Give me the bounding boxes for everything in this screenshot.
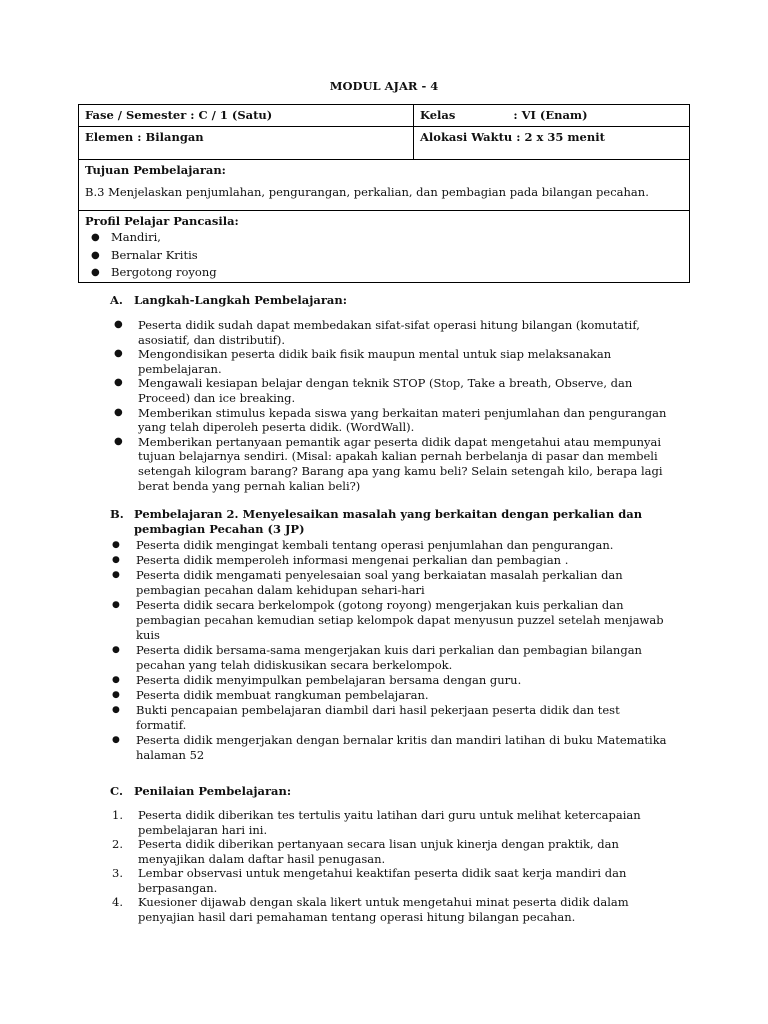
list-item: ● Peserta didik memperoleh informasi mengenai perkalian dan pembagian . [110, 553, 670, 568]
section-b-title: Pembelajaran 2. Menyelesaikan masalah yang berkaitan dengan perkalian dan pembagian Pecahan (3 JP) [134, 507, 643, 536]
document-title: MODUL AJAR - 4 [329, 79, 439, 93]
kelas-value: : VI (Enam) [513, 108, 588, 122]
fase-semester-text: Fase / Semester : C / 1 (Satu) [85, 108, 273, 122]
section-b-list [110, 538, 670, 763]
list-item: ● Peserta didik mengingat kembali tentang operasi penjumlahan dan pengurangan. [110, 538, 670, 553]
item-text: Peserta didik diberikan pertanyaan secara lisan unjuk kinerja dengan praktik, dan menyajikan dalam daftar hasil penugasan. [138, 837, 619, 866]
section-a-list [110, 318, 670, 493]
list-item: ● Mengondisikan peserta didik baik fisik maupun mental untuk siap melaksanakan pembelajaran. [110, 347, 670, 376]
item-number: 2. [112, 837, 123, 851]
tujuan-text: B.3 Menjelaskan penjumlahan, pengurangan, perkalian, dan pembagian pada bilangan pecahan. [85, 185, 649, 199]
kelas-label: Kelas [420, 108, 456, 122]
section-a-heading [110, 293, 670, 308]
profil-cell [79, 211, 690, 283]
module-info-table [78, 104, 690, 283]
list-item [110, 866, 670, 895]
alokasi-text: Alokasi Waktu : 2 x 35 menit [420, 130, 605, 144]
fase-semester-cell [79, 105, 414, 127]
section-c-title: Penilaian Pembelajaran: [134, 784, 292, 798]
list-item: ● Mengawali kesiapan belajar dengan teknik STOP (Stop, Take a breath, Observe, dan Proceed) dan ice breaking. [110, 376, 670, 405]
list-item: ● Mandiri, [85, 229, 683, 247]
list-item: ● Peserta didik sudah dapat membedakan sifat-sifat operasi hitung bilangan (komutatif, asosiatif, dan distributif). [110, 318, 670, 347]
list-item: ● Bergotong royong [85, 264, 683, 282]
item-number: 1. [112, 808, 123, 822]
list-item: ● Peserta didik mengerjakan dengan bernalar kritis dan mandiri latihan di buku Matematika halaman 52 [110, 733, 670, 763]
list-item [110, 837, 670, 866]
item-text: Lembar observasi untuk mengetahui keaktifan peserta didik saat kerja mandiri dan berpasangan. [138, 866, 627, 895]
section-c-list [110, 808, 670, 924]
section-a-title: Langkah-Langkah Pembelajaran: [134, 293, 347, 307]
item-text: Peserta didik diberikan tes tertulis yaitu latihan dari guru untuk melihat ketercapaian pembelajaran hari ini. [138, 808, 641, 837]
tujuan-heading: Tujuan Pembelajaran: [85, 163, 226, 177]
section-c-marker: C. [110, 784, 123, 798]
tujuan-cell [79, 160, 690, 211]
list-item: ● Memberikan pertanyaan pemantik agar peserta didik dapat mengetahui atau mempunyai tujuan belajarnya sendiri. (Misal: apakah kalian pernah berbelanja di pasar dan membeli setengah kilogram barang? Barang apa yang kamu beli? Selain setengah kilo, berapa lagi berat benda yang pernah kalian beli?) [110, 435, 670, 493]
elemen-text: Elemen : Bilangan [85, 130, 204, 144]
section-a-marker: A. [110, 293, 123, 307]
elemen-cell [79, 127, 414, 160]
section-b [110, 507, 670, 763]
list-item: ● Peserta didik secara berkelompok (gotong royong) mengerjakan kuis perkalian dan pembagian pecahan kemudian setiap kelompok dapat menyusun puzzel setelah menjawab kuis [110, 598, 670, 643]
list-item [110, 808, 670, 837]
section-b-marker: B. [110, 507, 124, 521]
list-item: ● Peserta didik membuat rangkuman pembelajaran. [110, 688, 670, 703]
list-item: ● Bukti pencapaian pembelajaran diambil dari hasil pekerjaan peserta didik dan test formatif. [110, 703, 670, 733]
section-b-heading [110, 507, 670, 537]
section-c [110, 784, 670, 924]
list-item: ● Peserta didik mengamati penyelesaian soal yang berkaiatan masalah perkalian dan pembagian pecahan dalam kehidupan sehari-hari [110, 568, 670, 598]
section-c-heading [110, 784, 670, 799]
profil-list [85, 229, 683, 282]
kelas-cell [414, 105, 690, 127]
profil-heading: Profil Pelajar Pancasila: [85, 214, 239, 228]
item-number: 3. [112, 866, 123, 880]
list-item [110, 895, 670, 924]
alokasi-cell [414, 127, 690, 160]
list-item: ● Peserta didik bersama-sama mengerjakan kuis dari perkalian dan pembagian bilangan pecahan yang telah didiskusikan secara berkelompok. [110, 643, 670, 673]
list-item: ● Bernalar Kritis [85, 247, 683, 265]
list-item: ● Memberikan stimulus kepada siswa yang berkaitan materi penjumlahan dan pengurangan yang telah diperoleh peserta didik. (WordWall). [110, 406, 670, 435]
section-a [110, 293, 670, 493]
list-item: ● Peserta didik menyimpulkan pembelajaran bersama dengan guru. [110, 673, 670, 688]
item-text: Kuesioner dijawab dengan skala likert untuk mengetahui minat peserta didik dalam penyajian hasil dari pemahaman tentang operasi hitung bilangan pecahan. [138, 895, 629, 924]
item-number: 4. [112, 895, 123, 909]
